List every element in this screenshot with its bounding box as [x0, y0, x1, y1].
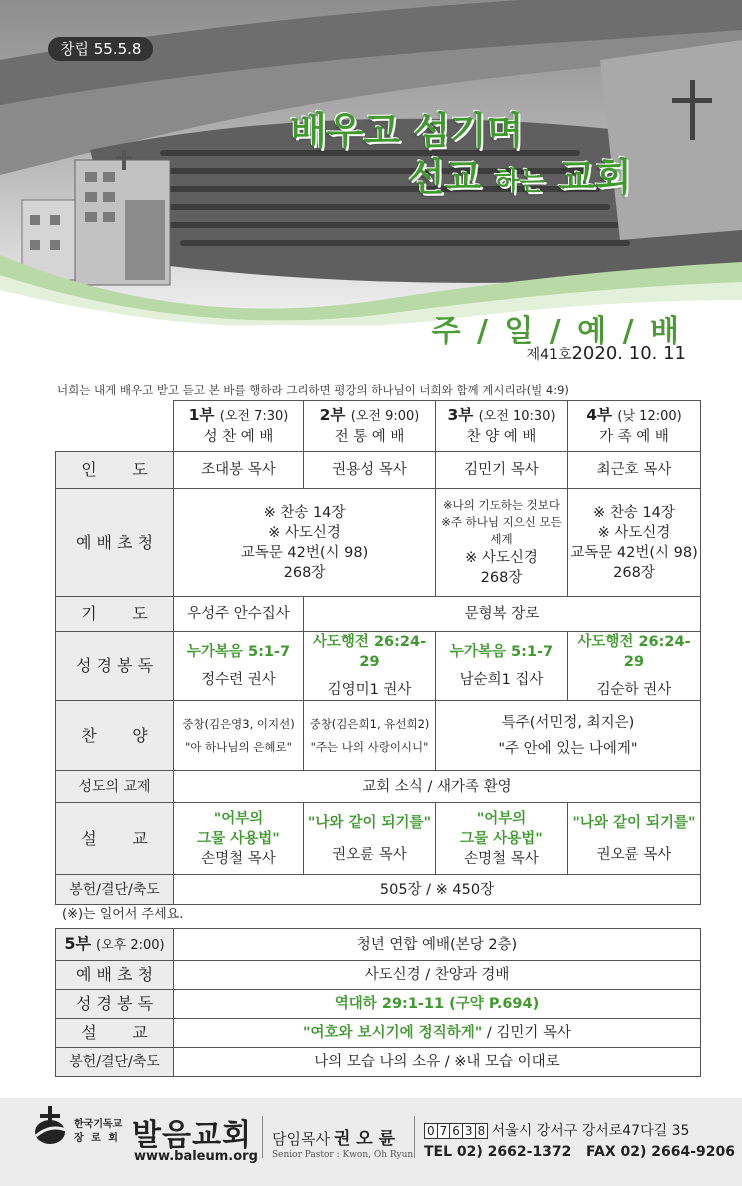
- sermon-1: "어부의 그물 사용법" 손명철 목사: [174, 803, 304, 875]
- youth-title: 청년 연합 예배(본당 2층): [174, 929, 701, 961]
- row-praise: [56, 701, 701, 771]
- issue-info: [527, 343, 686, 364]
- youth-header-row: [56, 929, 701, 961]
- youth-row-sermon: [56, 1019, 701, 1048]
- leader-3: 김민기 목사: [436, 452, 568, 489]
- senior-pastor-en: Senior Pastor : Kwon, Oh Ryun: [272, 1150, 414, 1160]
- praise-34: 특주(서민정, 최지은) "주 안에 있는 나에게": [436, 701, 701, 771]
- youth-service-table: [55, 928, 701, 1077]
- youth-label-sermon: 설 교: [56, 1019, 174, 1048]
- service-header-3: 3부 (오전 10:30) 찬 양 예 배: [436, 401, 568, 452]
- church-building: [22, 150, 170, 285]
- prayer-234: 문형복 장로: [304, 597, 701, 632]
- row-sermon: [56, 803, 701, 875]
- label-sermon: 설 교: [56, 803, 174, 875]
- website-link[interactable]: www.baleum.org: [134, 1149, 258, 1164]
- slogan-line-2: [408, 154, 632, 205]
- footer: [0, 1098, 742, 1186]
- youth-row-scripture: [56, 990, 701, 1019]
- church-slogan: [290, 108, 632, 205]
- slogan-word-mission: 선교: [408, 155, 482, 199]
- label-offering: 봉헌/결단/축도: [56, 875, 174, 905]
- issue-date: 2020. 10. 11: [571, 343, 686, 364]
- service-header-4: 4부 (낮 12:00) 가 족 예 배: [568, 401, 701, 452]
- label-prayer: 기 도: [56, 597, 174, 632]
- label-leader: 인 도: [56, 452, 174, 489]
- row-prayer: [56, 597, 701, 632]
- call-4: ※ 찬송 14장 ※ 사도신경 교독문 42번(시 98) 268장: [568, 489, 701, 597]
- scripture-3: 누가복음 5:1-7 남순희1 집사: [436, 632, 568, 701]
- leader-4: 최근호 목사: [568, 452, 701, 489]
- call-12: ※ 찬송 14장 ※ 사도신경 교독문 42번(시 98) 268장: [174, 489, 436, 597]
- youth-label-call: 예 배 초 청: [56, 961, 174, 990]
- footer-divider-2: [414, 1116, 415, 1158]
- praise-1: 중창(김은영3, 이지선) "아 하나님의 은혜로": [174, 701, 304, 771]
- service-header-2: 2부 (오전 9:00) 전 통 예 배: [304, 401, 436, 452]
- sermon-2: "나와 같이 되기를" 권오륜 목사: [304, 803, 436, 875]
- youth-label-offering: 봉헌/결단/축도: [56, 1048, 174, 1077]
- church-logo-icon: [30, 1104, 72, 1150]
- youth-call-value: 사도신경 / 찬양과 경배: [174, 961, 701, 990]
- sermon-4: "나와 같이 되기를" 권오륜 목사: [568, 803, 701, 875]
- call-3: ※나의 기도하는 것보다 ※주 하나님 지으신 모든 세계 ※ 사도신경 268장: [436, 489, 568, 597]
- praise-2: 중창(김은희1, 유선희2) "주는 나의 사랑이시니": [304, 701, 436, 771]
- denomination: 한국기독교 장 로 회: [74, 1119, 123, 1144]
- label-scripture: 성 경 봉 독: [56, 632, 174, 701]
- bible-verse: 너희는 내게 배우고 받고 듣고 본 바를 행하라 그리하면 평강의 하나님이 너희와 함께 계시리라(빌 4:9): [57, 383, 569, 397]
- label-praise: 찬 양: [56, 701, 174, 771]
- label-call: 예 배 초 청: [56, 489, 174, 597]
- leader-1: 조대봉 목사: [174, 452, 304, 489]
- service-order-table: [55, 400, 701, 905]
- prayer-1: 우성주 안수집사: [174, 597, 304, 632]
- youth-row-offering: [56, 1048, 701, 1077]
- sermon-3: "어부의 그물 사용법" 손명철 목사: [436, 803, 568, 875]
- scripture-1: 누가복음 5:1-7 정수련 권사: [174, 632, 304, 701]
- footer-divider-1: [262, 1116, 263, 1158]
- standing-note: (※)는 일어서 주세요.: [62, 907, 184, 922]
- offering-value: 505장 / ※ 450장: [174, 875, 701, 905]
- row-call-to-worship: [56, 489, 701, 597]
- youth-offering-value: 나의 모습 나의 소유 / ※내 모습 이대로: [174, 1048, 701, 1077]
- corner-cell: [56, 401, 174, 452]
- youth-label-scripture: 성 경 봉 독: [56, 990, 174, 1019]
- hero-banner: [0, 0, 742, 325]
- row-fellowship: [56, 771, 701, 803]
- issue-number: 제41호: [526, 347, 572, 363]
- address: 0 7 6 3 8 서울시 강서구 강서로47다길 35: [424, 1120, 689, 1140]
- row-offering: [56, 875, 701, 905]
- scripture-4: 사도행전 26:24-29 김순하 권사: [568, 632, 701, 701]
- table-header-row: [56, 401, 701, 452]
- senior-pastor: 담임목사 권 오 륜: [272, 1129, 396, 1149]
- fellowship-value: 교회 소식 / 새가족 환영: [174, 771, 701, 803]
- row-leader: [56, 452, 701, 489]
- row-scripture: [56, 632, 701, 701]
- youth-scripture-value: 역대하 29:1-11 (구약 P.694): [174, 990, 701, 1019]
- service-header-1: 1부 (오전 7:30) 성 찬 예 배: [174, 401, 304, 452]
- scripture-2: 사도행전 26:24-29 김영미1 권사: [304, 632, 436, 701]
- youth-sermon-value: "여호와 보시기에 정직하게" / 김민기 목사: [174, 1019, 701, 1048]
- youth-row-call: [56, 961, 701, 990]
- label-fellowship: 성도의 교제: [56, 771, 174, 803]
- youth-part: 5부 (오후 2:00): [56, 929, 174, 961]
- slogan-word-doing: 하는: [494, 167, 545, 197]
- slogan-word-church: 교회: [558, 155, 632, 199]
- leader-2: 권용성 목사: [304, 452, 436, 489]
- contact-phone: TEL 02) 2662-1372 FAX 02) 2664-9206: [424, 1144, 735, 1160]
- founded-badge: 창립 55.5.8: [48, 37, 153, 61]
- page-title: 주 / 일 / 예 / 배: [431, 314, 682, 349]
- church-name: 발음교회: [132, 1118, 252, 1153]
- slogan-line-1: 배우고 섬기며: [290, 109, 524, 153]
